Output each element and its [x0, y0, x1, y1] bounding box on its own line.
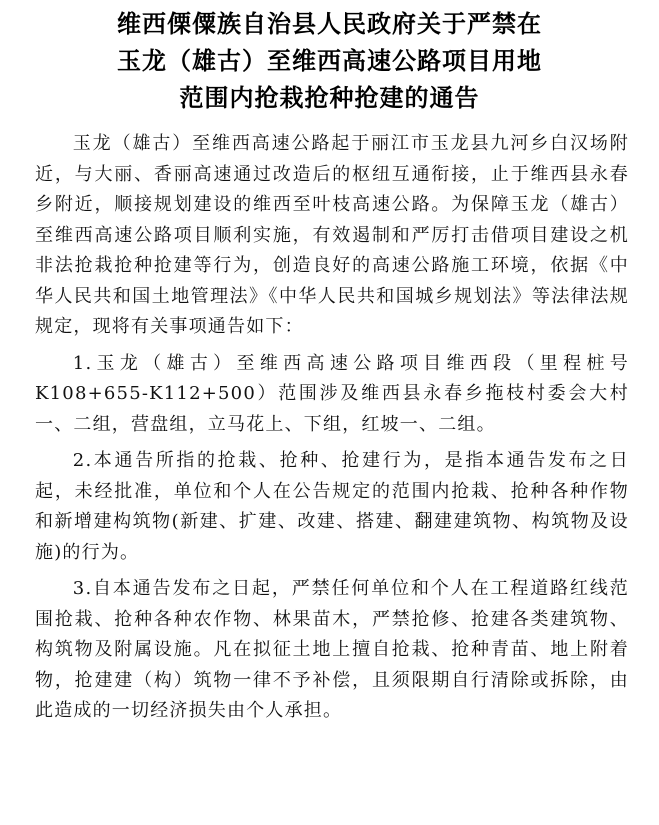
clause-3-paragraph: 3.自本通告发布之日起，严禁任何单位和个人在工程道路红线范围抢栽、抢种各种农作物、林果苗木，严禁抢修、抢建各类建筑物、构筑物及附属设施。凡在拟征土地上擅自抢栽、抢种青苗、地上附着物，抢建建（构）筑物一律不予补偿，且须限期自行清除或拆除，由此造成的一切经济损失由个人承担。 [35, 578, 629, 721]
clause-1-paragraph: 1.玉龙（雄古）至维西高速公路项目维西段（里程桩号K108+655-K112+500）范围涉及维西县永春乡拖枝村委会大村一、二组，营盘组，立马花上、下组，红坡一、二组。 [35, 352, 629, 435]
intro-paragraph: 玉龙（雄古）至维西高速公路起于丽江市玉龙县九河乡白汉场附近，与大丽、香丽高速通过改造后的枢纽互通衔接，止于维西县永春乡附近，顺接规划建设的维西至叶枝高速公路。为保障玉龙（雄古）至维西高速公路项目顺利实施，有效遏制和严厉打击借项目建设之机非法抢栽抢种抢建等行为，创造良好的高速公路施工环境，依据《中华人民共和国土地管理法》《中华人民共和国城乡规划法》等法律法规规定，现将有关事项通告如下： [35, 133, 629, 337]
title-line-3: 范围内抢栽抢种抢建的通告 [179, 84, 480, 112]
title-line-1: 维西傈僳族自治县人民政府关于严禁在 [117, 10, 542, 38]
title-line-2: 玉龙（雄古）至维西高速公路项目用地 [117, 47, 542, 75]
document-title [0, 0, 659, 117]
document-body [35, 129, 629, 727]
clause-2-paragraph: 2.本通告所指的抢栽、抢种、抢建行为，是指本通告发布之日起，未经批准，单位和个人在公告规定的范围内抢栽、抢种各种作物和新增建构筑物(新建、扩建、改建、搭建、翻建建筑物、构筑物及设施)的行为。 [35, 450, 629, 563]
